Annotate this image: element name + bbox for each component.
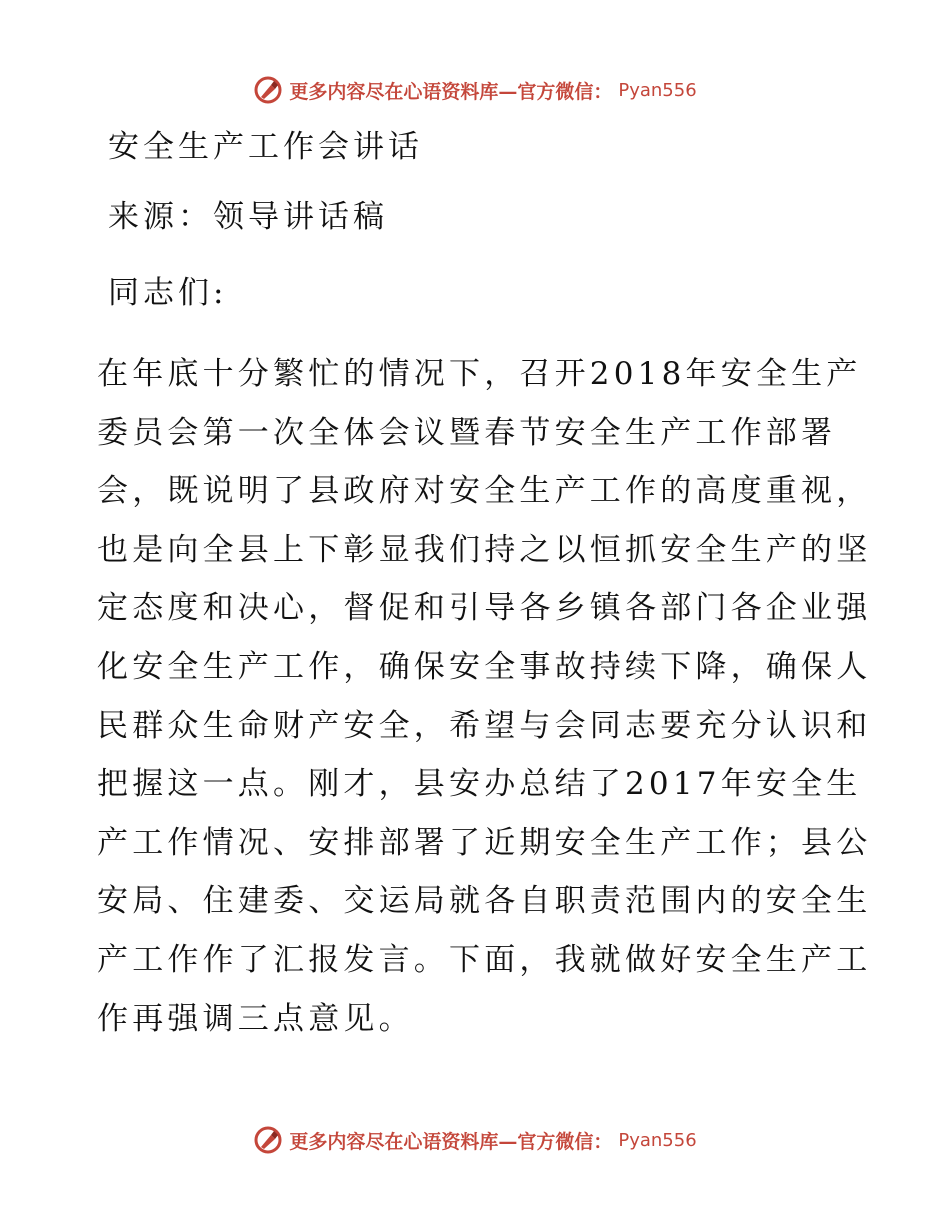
body-line: 安局、住建委、交运局就各自职责范围内的安全生 bbox=[97, 883, 872, 920]
pen-nib-logo-icon bbox=[253, 1125, 283, 1155]
pen-nib-logo-icon bbox=[253, 75, 283, 105]
document-title: 安全生产工作会讲话 bbox=[108, 129, 423, 165]
body-line: 委员会第一次全体会议暨春节安全生产工作部署 bbox=[97, 414, 837, 451]
footer-banner-wechat-id: Pyan556 bbox=[618, 1129, 697, 1151]
body-line: 产工作作了汇报发言。下面，我就做好安全生产工 bbox=[97, 941, 872, 978]
body-line: 也是向全县上下彰显我们持之以恒抓安全生产的坚 bbox=[97, 531, 872, 568]
body-line: 把握这一点。刚才，县安办总结了2017年安全生 bbox=[97, 766, 862, 803]
body-line: 定态度和决心，督促和引导各乡镇各部门各企业强 bbox=[97, 590, 872, 627]
header-banner-wechat-id: Pyan556 bbox=[618, 79, 697, 101]
body-line: 作再强调三点意见。 bbox=[97, 1000, 414, 1037]
document-source: 来源：领导讲话稿 bbox=[108, 199, 388, 235]
body-line: 民群众生命财产安全，希望与会同志要充分认识和 bbox=[97, 707, 872, 744]
footer-banner bbox=[0, 1120, 950, 1160]
body-line: 产工作情况、安排部署了近期安全生产工作；县公 bbox=[97, 824, 872, 861]
document-greeting: 同志们: bbox=[108, 275, 228, 311]
body-line: 在年底十分繁忙的情况下，召开2018年安全生产 bbox=[97, 356, 862, 392]
header-banner-text: 更多内容尽在心语资料库—官方微信： bbox=[289, 80, 613, 103]
body-line: 化安全生产工作，确保安全事故持续下降，确保人 bbox=[97, 648, 872, 685]
document-body bbox=[97, 345, 872, 1048]
header-banner bbox=[0, 70, 950, 110]
body-line: 会，既说明了县政府对安全生产工作的高度重视， bbox=[97, 473, 872, 510]
footer-banner-text: 更多内容尽在心语资料库—官方微信： bbox=[289, 1130, 613, 1153]
